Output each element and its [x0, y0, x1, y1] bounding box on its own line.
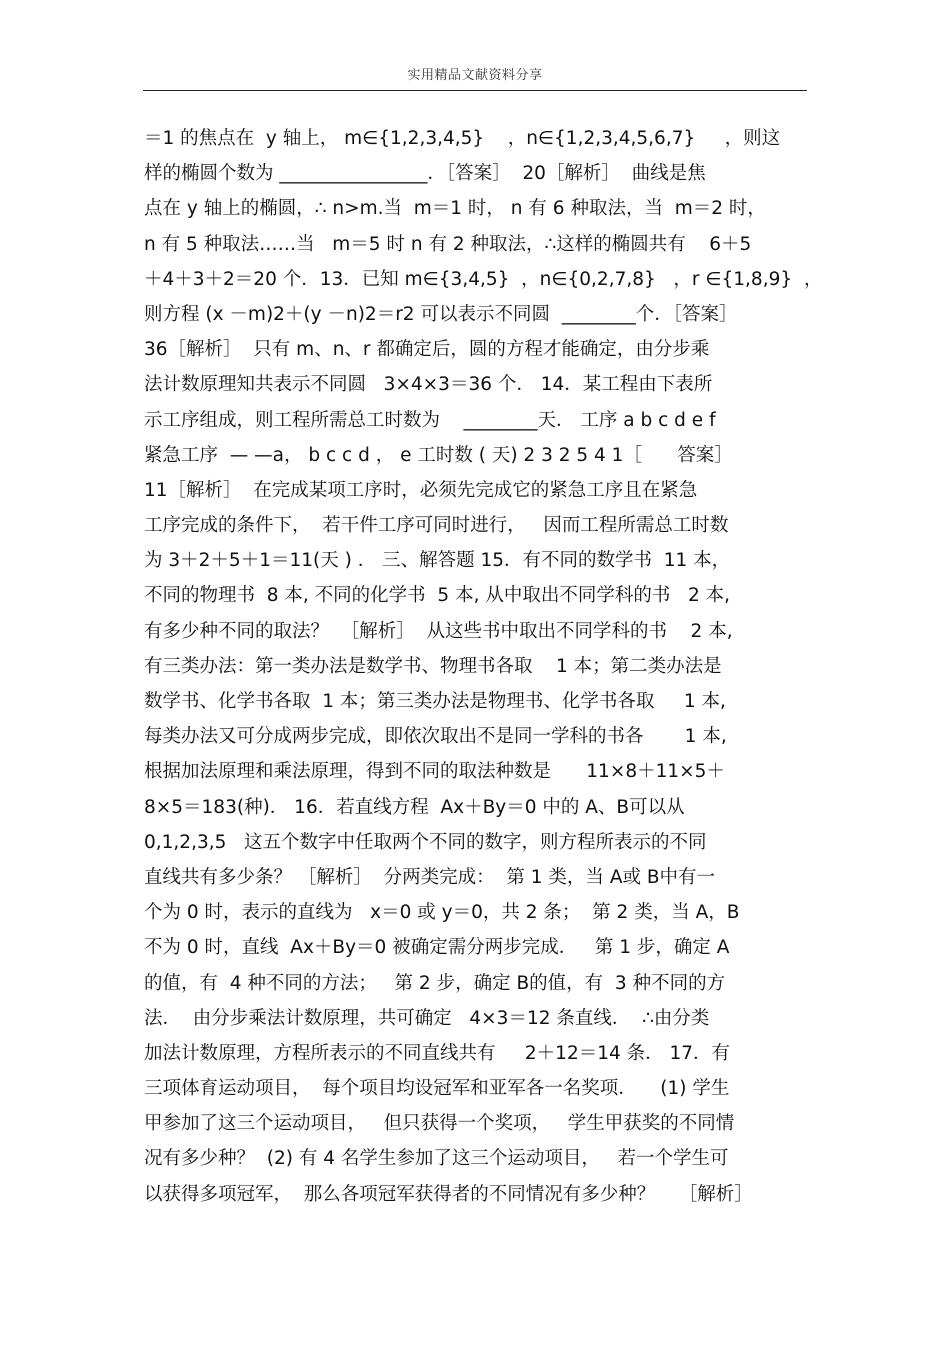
text-line: 加法计数原理，方程所表示的不同直线共有 2＋12＝14 条． 17．有	[144, 1042, 731, 1064]
text-line: 甲参加了这三个运动项目， 但只获得一个奖项， 学生甲获奖的不同情	[144, 1113, 735, 1135]
text-line: 的值，有 4 种不同的方法； 第 2 步，确定 B的值，有 3 种不同的方	[144, 972, 726, 994]
text-line: ＝1 的焦点在 y 轴上， m∈{1,2,3,4,5} ，n∈{1,2,3,4,5,6,7} ，则这	[144, 128, 781, 149]
text-line: 0,1,2,3,5 这五个数字中任取两个不同的数字，则方程所表示的不同	[144, 831, 707, 853]
text-line: 工序完成的条件下， 若干件工序可同时进行， 因而工程所需总工时数	[144, 515, 729, 537]
text-line: 则方程 (x －m)2＋(y －n)2＝r2 可以表示不同圆 ________个．［答案］	[144, 303, 738, 325]
text-line: 紧急工序 — —a， b c c d ， e 工时数 ( 天) 2 3 2 5 4 1［ 答案］	[144, 444, 733, 466]
text-line: 8×5＝183(种)． 16．若直线方程 Ax＋By＝0 中的 A、B可以从	[144, 796, 685, 818]
text-line: 根据加法原理和乘法原理，得到不同的取法种数是 11×8＋11×5＋	[144, 761, 725, 783]
text-line: 每类办法又可分成两步完成，即依次取出不是同一学科的书各 1 本,	[144, 726, 727, 748]
text-line: 样的椭圆个数为 ________________．［答案］ 20［解析］ 曲线是焦	[144, 163, 706, 185]
text-line: 不同的物理书 8 本, 不同的化学书 5 本, 从中取出不同学科的书 2 本,	[144, 585, 731, 607]
text-line: 况有多少种？ (2) 有 4 名学生参加了这三个运动项目， 若一个学生可	[144, 1148, 729, 1170]
header-divider	[143, 90, 807, 91]
document-body	[144, 121, 824, 1212]
text-line: n 有 5 种取法……当 m＝5 时 n 有 2 种取法，∴这样的椭圆共有 6＋5	[144, 233, 752, 255]
text-line: 直线共有多少条？ ［解析］ 分两类完成： 第 1 类，当 A或 B中有一	[144, 866, 716, 888]
text-line: 数学书、化学书各取 1 本；第三类办法是物理书、化学书各取 1 本,	[144, 691, 726, 712]
page-header: 实用精品文献资料分享	[407, 68, 543, 83]
text-line: 三项体育运动项目， 每个项目均设冠军和亚军各一名奖项． (1) 学生	[144, 1078, 730, 1100]
text-line: 示工序组成，则工程所需总工时数为 ________天． 工序 a b c d e f	[144, 409, 716, 431]
text-line: 为 3＋2＋5＋1＝11(天 ) ． 三、解答题 15．有不同的数学书 11 本，	[144, 550, 731, 572]
text-line: 不为 0 时，直线 Ax＋By＝0 被确定需分两步完成． 第 1 步，确定 A	[144, 937, 730, 959]
text-line: 36［解析］ 只有 m、n、r 都确定后，圆的方程才能确定，由分步乘	[144, 339, 710, 361]
text-line: ＋4＋3＋2＝20 个．13．已知 m∈{3,4,5} ，n∈{0,2,7,8} ，r ∈{1,8,9} ，	[144, 268, 823, 290]
text-line: 11［解析］ 在完成某项工序时，必须先完成它的紧急工序且在紧急	[144, 479, 698, 501]
text-line: 法计数原理知共表示不同圆 3×4×3＝36 个． 14．某工程由下表所	[144, 374, 713, 396]
text-line: 个为 0 时，表示的直线为 x＝0 或 y＝0，共 2 条； 第 2 类，当 A，B	[144, 902, 740, 924]
text-line: 有三类办法：第一类办法是数学书、物理书各取 1 本；第二类办法是	[144, 655, 722, 677]
text-line: 法． 由分步乘法计数原理，共可确定 4×3＝12 条直线． ∴由分类	[144, 1007, 710, 1029]
text-line: 点在 y 轴上的椭圆，∴ n>m.当 m＝1 时， n 有 6 种取法，当 m＝2 时，	[144, 198, 766, 220]
text-line: 有多少种不同的取法？ ［解析］ 从这些书中取出不同学科的书 2 本,	[144, 620, 733, 642]
text-line: 以获得多项冠军， 那么各项冠军获得者的不同情况有多少种？ ［解析］	[144, 1183, 753, 1205]
